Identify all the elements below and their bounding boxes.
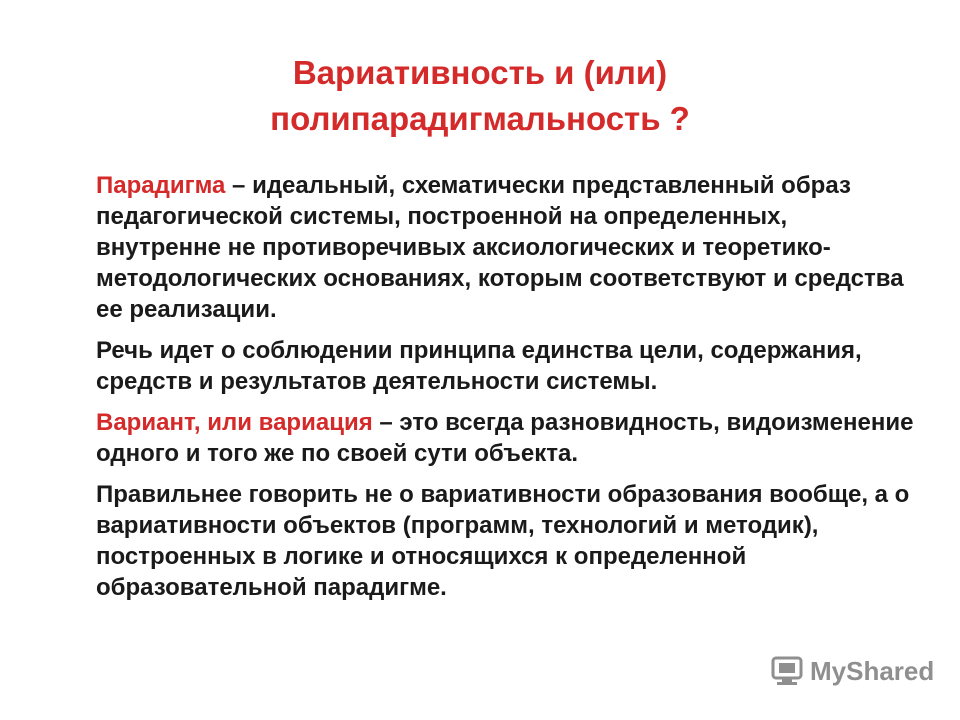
paragraph-unity-text: Речь идет о соблюдении принципа единства цели, содержания, средств и результатов деятельности системы. (96, 337, 862, 395)
paragraph-paradigm (96, 170, 916, 325)
paragraph-conclusion-text: Правильнее говорить не о вариативности образования вообще, а о вариативности объектов (программ, технологий и методик), построенных в логике и относящихся к определенной образовательной парадигме. (96, 481, 910, 601)
slide-title (0, 50, 960, 142)
term-paradigm: Парадигма (96, 172, 233, 199)
paragraph-conclusion (96, 479, 916, 603)
myshared-watermark (770, 655, 934, 687)
title-line-1: Вариативность и (или) (292, 54, 668, 91)
slide-body (96, 170, 916, 613)
paragraph-paradigm-text: – идеальный, схематически представленный образ педагогической системы, построенной на определенных, внутренне не противоречивых аксиологических и теоретико-методологических основаниях, которым соответствуют и средства ее реализации. (96, 172, 904, 323)
paragraph-unity (96, 335, 916, 397)
title-line-2: полипарадигмальность ? (270, 100, 690, 137)
paragraph-variant-text: – это всегда разновидность, видоизменение одного и того же по своей сути объекта. (96, 409, 914, 467)
myshared-logo-icon (770, 655, 804, 687)
term-variant: Вариант, или вариация (96, 409, 380, 436)
paragraph-variant (96, 407, 916, 469)
watermark-text: MyShared (810, 655, 935, 686)
